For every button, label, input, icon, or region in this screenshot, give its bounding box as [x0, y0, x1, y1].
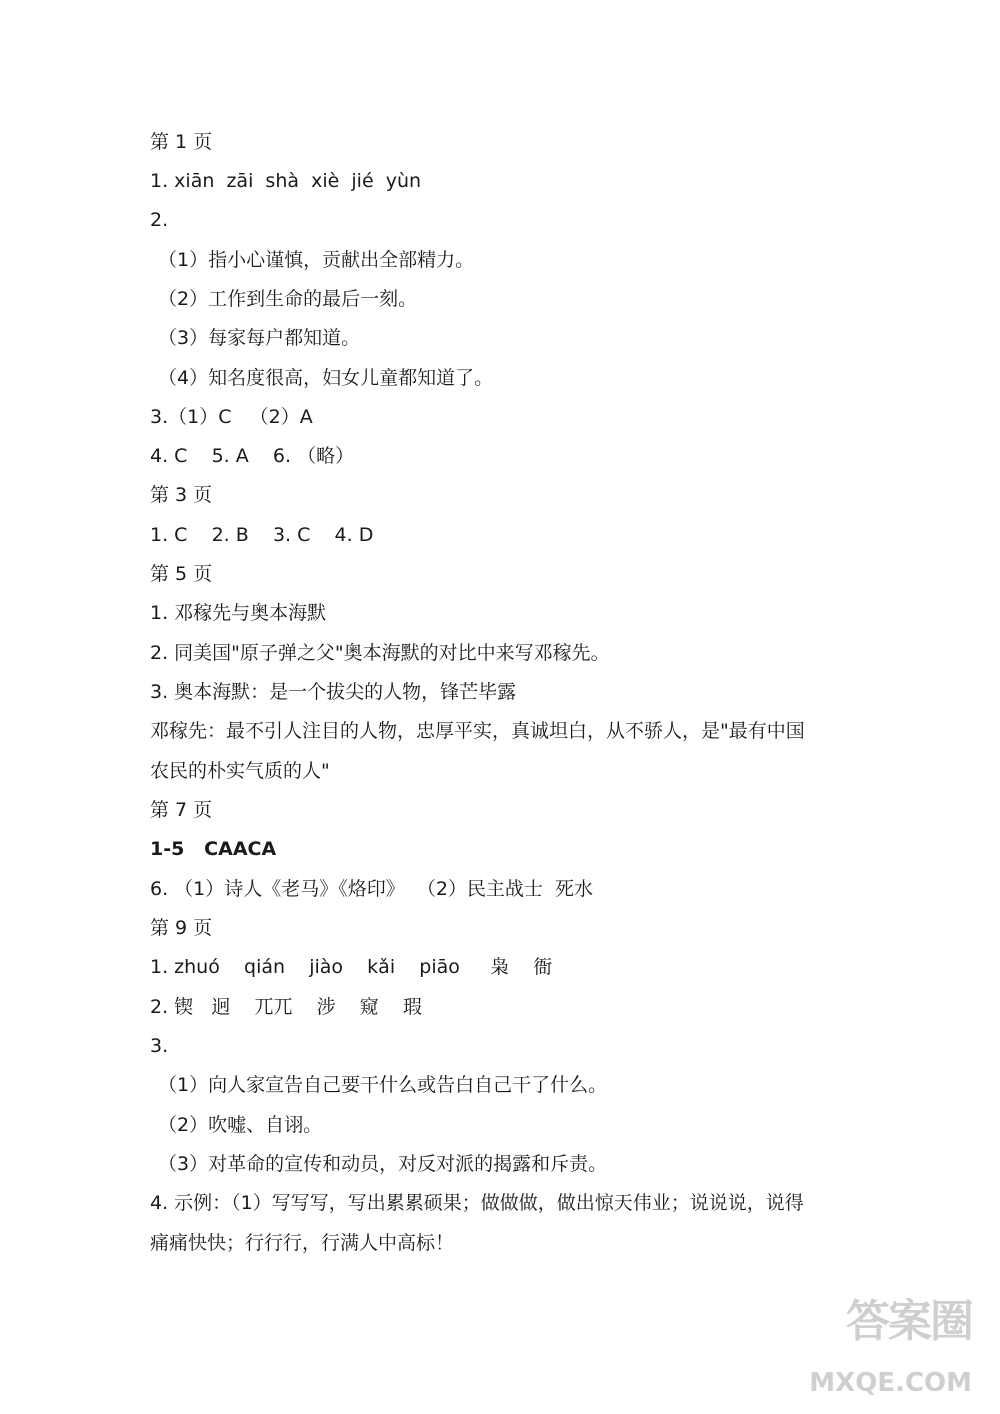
answer-line: 3. [150, 1035, 169, 1057]
section-header-page5: 第 5 页 [150, 563, 213, 585]
answer-line: 1-5 CAACA [150, 838, 277, 860]
watermark-url: MXQE.COM [809, 1368, 972, 1398]
answer-line: 1. zhuó qián jiào kǎi piāo 枭 衙 [150, 956, 553, 978]
answer-line: 4. 示例：（1）写写写，写出累累硕果；做做做，做出惊天伟业；说说说，说得 [150, 1192, 804, 1214]
answer-line: 邓稼先：最不引人注目的人物，忠厚平实，真诚坦白，从不骄人，是"最有中国 [150, 720, 805, 742]
answer-line: （1）指小心谨慎，贡献出全部精力。 [158, 249, 475, 271]
answer-line: （4）知名度很高，妇女儿童都知道了。 [158, 367, 494, 389]
answer-line: 痛痛快快；行行行，行满人中高标！ [150, 1232, 455, 1254]
answer-line: 1. 邓稼先与奥本海默 [150, 602, 327, 624]
section-header-page1: 第 1 页 [150, 131, 213, 153]
section-header-page7: 第 7 页 [150, 799, 213, 821]
answer-line: （2）工作到生命的最后一刻。 [158, 288, 418, 310]
answer-line: （3）每家每户都知道。 [158, 327, 361, 349]
answer-line: （3）对革命的宣传和动员，对反对派的揭露和斥责。 [158, 1153, 608, 1175]
answer-line: （2）吹嘘、自诩。 [158, 1114, 323, 1136]
answer-line: 4. C 5. A 6. （略） [150, 445, 355, 467]
site-watermark [809, 1294, 972, 1404]
answer-line: 2. 锲 迥 兀兀 涉 窥 瑕 [150, 996, 422, 1018]
answer-line: 2. 同美国"原子弹之父"奥本海默的对比中来写邓稼先。 [150, 642, 610, 664]
answer-line: 2. [150, 209, 169, 231]
answer-line: 农民的朴实气质的人" [150, 760, 330, 782]
answer-line: 6. （1）诗人《老马》《烙印》 （2）民主战士 死水 [150, 878, 594, 900]
answer-line: 1. C 2. B 3. C 4. D [150, 524, 374, 546]
answer-line: 3.（1）C （2）A [150, 406, 313, 428]
section-header-page9: 第 9 页 [150, 917, 213, 939]
answer-line: 1. xiān zāi shà xiè jié yùn [150, 170, 422, 192]
watermark-logo-text: 答案圈 [846, 1296, 972, 1347]
answer-line: （1）向人家宣告自己要干什么或告白自己干了什么。 [158, 1074, 608, 1096]
answer-line: 3. 奥本海默：是一个拔尖的人物，锋芒毕露 [150, 681, 517, 703]
section-header-page3: 第 3 页 [150, 484, 213, 506]
